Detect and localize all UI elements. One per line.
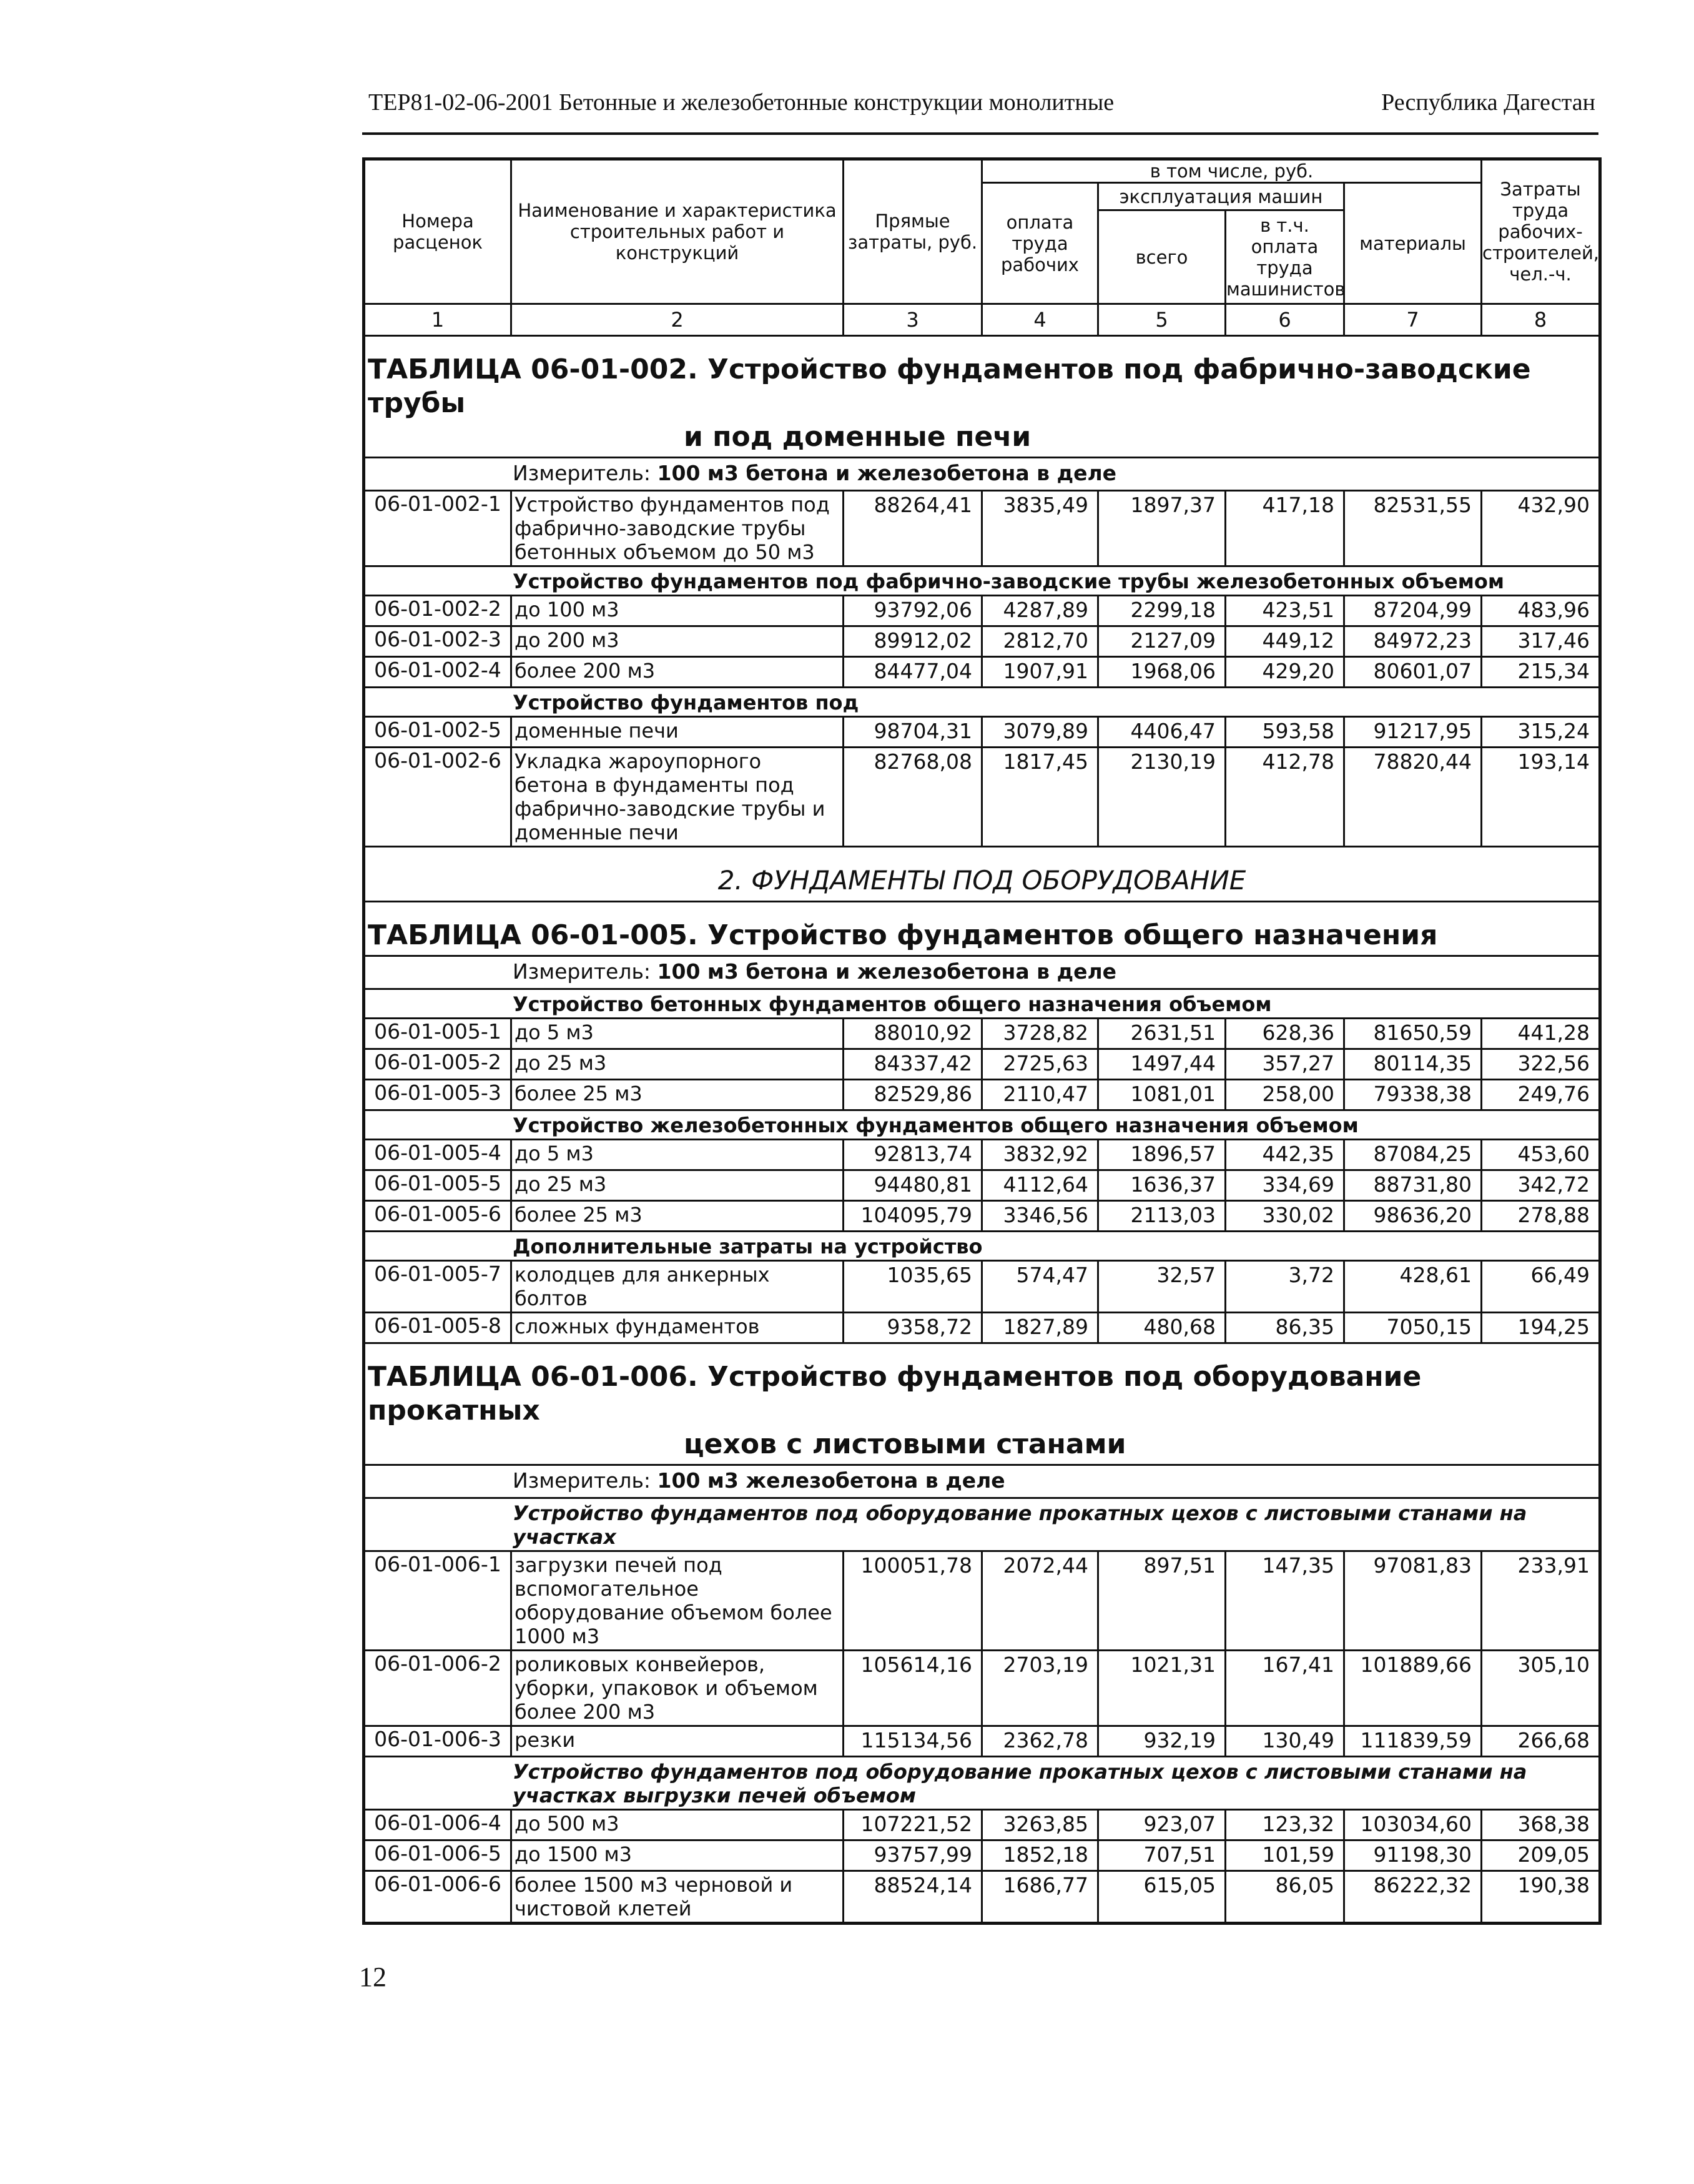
labor-hours: 278,88 [1482,1201,1600,1232]
machines-labor: 147,35 [1226,1551,1344,1651]
labor-hours: 190,38 [1482,1871,1600,1924]
group-text: Устройство фундаментов под фабрично-заводские трубы железобетонных объемом [513,570,1504,593]
unit-label: Измеритель: [513,1468,651,1493]
labor-hours: 453,60 [1482,1140,1600,1170]
group-text: Устройство фундаментов под [513,691,859,714]
col-num: 8 [1482,304,1600,336]
work-description: колодцев для анкерных болтов [511,1261,844,1313]
direct-cost: 88010,92 [844,1019,982,1049]
machines-total: 1021,31 [1098,1651,1226,1726]
labor-hours: 266,68 [1482,1726,1600,1757]
direct-cost: 93757,99 [844,1841,982,1871]
direct-cost: 88524,14 [844,1871,982,1924]
unit-label: Измеритель: [513,461,651,485]
machines-total: 923,07 [1098,1810,1226,1841]
unit-line [364,956,1600,989]
col-header-labor: оплата труда рабочих [982,183,1098,304]
labor-hours: 209,05 [1482,1841,1600,1871]
table-row [364,626,1600,657]
labor-cost: 2725,63 [982,1049,1098,1080]
machines-total: 1636,37 [1098,1170,1226,1201]
section-heading-row [364,847,1600,902]
table-row [364,1551,1600,1651]
unit-value: 100 м3 бетона и железобетона в деле [657,461,1117,485]
table-title [364,336,1600,458]
labor-hours: 249,76 [1482,1080,1600,1110]
materials-cost: 98636,20 [1344,1201,1482,1232]
machines-total: 615,05 [1098,1871,1226,1924]
labor-hours: 441,28 [1482,1019,1600,1049]
table-row [364,748,1600,847]
table-row [364,1170,1600,1201]
table-row [364,596,1600,626]
col-header-machines: эксплуатация машин [1098,183,1344,210]
group-heading [364,1110,1600,1140]
section-text: 2. ФУНДАМЕНТЫ ПОД ОБОРУДОВАНИЕ [717,865,1246,896]
col-header-code: Номера расценок [364,159,511,304]
materials-cost: 82531,55 [1344,491,1482,566]
work-description: более 200 м3 [511,657,844,688]
table-row [364,491,1600,566]
materials-cost: 7050,15 [1344,1313,1482,1343]
materials-cost: 80601,07 [1344,657,1482,688]
table-title-line: и под доменные печи [684,421,1032,453]
group-heading [364,1757,1600,1810]
rate-code: 06-01-002-3 [364,626,511,657]
labor-cost: 4287,89 [982,596,1098,626]
labor-cost: 2703,19 [982,1651,1098,1726]
rate-code: 06-01-006-5 [364,1841,511,1871]
table-row [364,1140,1600,1170]
rate-code: 06-01-005-4 [364,1140,511,1170]
unit-line [364,1465,1600,1498]
machines-total: 1497,44 [1098,1049,1226,1080]
rate-code: 06-01-002-6 [364,748,511,847]
materials-cost: 428,61 [1344,1261,1482,1313]
labor-hours: 342,72 [1482,1170,1600,1201]
table-row [364,1313,1600,1343]
table-title-row [364,1343,1600,1465]
work-description: до 100 м3 [511,596,844,626]
labor-cost: 2362,78 [982,1726,1098,1757]
col-num: 3 [844,304,982,336]
group-text: Устройство фундаментов под оборудование прокатных цехов с листовыми станами на участках выгрузки печей объемом [513,1760,1527,1807]
labor-cost: 3728,82 [982,1019,1098,1049]
materials-cost: 79338,38 [1344,1080,1482,1110]
section-heading [364,847,1600,902]
machines-labor: 628,36 [1226,1019,1344,1049]
group-text: Дополнительные затраты на устройство [513,1235,983,1258]
col-num: 5 [1098,304,1226,336]
table-title-row [364,336,1600,458]
machines-labor: 258,00 [1226,1080,1344,1110]
header-rule [362,132,1598,135]
rate-code: 06-01-005-7 [364,1261,511,1313]
machines-labor: 423,51 [1226,596,1344,626]
labor-cost: 1686,77 [982,1871,1098,1924]
work-description: до 25 м3 [511,1049,844,1080]
direct-cost: 115134,56 [844,1726,982,1757]
direct-cost: 104095,79 [844,1201,982,1232]
labor-hours: 215,34 [1482,657,1600,688]
labor-hours: 305,10 [1482,1651,1600,1726]
machines-total: 932,19 [1098,1726,1226,1757]
work-description: более 25 м3 [511,1201,844,1232]
labor-hours: 322,56 [1482,1049,1600,1080]
machines-total: 2299,18 [1098,596,1226,626]
group-text: Устройство бетонных фундаментов общего назначения объемом [513,992,1272,1016]
materials-cost: 91198,30 [1344,1841,1482,1871]
machines-labor: 417,18 [1226,491,1344,566]
group-heading-row [364,989,1600,1019]
direct-cost: 88264,41 [844,491,982,566]
labor-cost: 3832,92 [982,1140,1098,1170]
machines-labor: 429,20 [1226,657,1344,688]
work-description: более 25 м3 [511,1080,844,1110]
page-number: 12 [359,1962,387,1992]
labor-cost: 3346,56 [982,1201,1098,1232]
work-description: до 5 м3 [511,1140,844,1170]
col-header-name: Наименование и характеристика строительных работ и конструкций [511,159,844,304]
machines-labor: 130,49 [1226,1726,1344,1757]
table-row [364,1261,1600,1313]
labor-cost: 1817,45 [982,748,1098,847]
table-row [364,1049,1600,1080]
work-description: до 5 м3 [511,1019,844,1049]
labor-cost: 2812,70 [982,626,1098,657]
machines-labor: 330,02 [1226,1201,1344,1232]
materials-cost: 80114,35 [1344,1049,1482,1080]
labor-cost: 3835,49 [982,491,1098,566]
group-heading [364,566,1600,596]
rates-table [362,157,1602,1925]
machines-labor: 167,41 [1226,1651,1344,1726]
direct-cost: 93792,06 [844,596,982,626]
machines-labor: 3,72 [1226,1261,1344,1313]
machines-labor: 593,58 [1226,717,1344,748]
machines-total: 32,57 [1098,1261,1226,1313]
group-heading-row [364,688,1600,717]
table-title-line: цехов с листовыми станами [684,1428,1126,1460]
rate-code: 06-01-006-3 [364,1726,511,1757]
labor-hours: 233,91 [1482,1551,1600,1651]
materials-cost: 101889,66 [1344,1651,1482,1726]
machines-total: 707,51 [1098,1841,1226,1871]
materials-cost: 88731,80 [1344,1170,1482,1201]
direct-cost: 100051,78 [844,1551,982,1651]
materials-cost: 87204,99 [1344,596,1482,626]
machines-total: 1896,57 [1098,1140,1226,1170]
machines-total: 1897,37 [1098,491,1226,566]
labor-cost: 1827,89 [982,1313,1098,1343]
work-description: до 500 м3 [511,1810,844,1841]
work-description: более 1500 м3 черновой и чистовой клетей [511,1871,844,1924]
table-title-line: ТАБЛИЦА 06-01-002. Устройство фундаментов под фабрично-заводские трубы [368,353,1531,419]
rate-code: 06-01-005-5 [364,1170,511,1201]
direct-cost: 105614,16 [844,1651,982,1726]
table-row [364,1651,1600,1726]
group-heading [364,989,1600,1019]
page-header [368,89,1595,132]
col-header-machines-total: всего [1098,210,1226,304]
table-row [364,1201,1600,1232]
work-description: доменные печи [511,717,844,748]
table-row [364,1726,1600,1757]
col-header-hours: Затраты труда рабочих-строителей, чел.-ч. [1482,159,1600,304]
direct-cost: 1035,65 [844,1261,982,1313]
work-description: роликовых конвейеров, уборки, упаковок и объемом более 200 м3 [511,1651,844,1726]
labor-hours: 315,24 [1482,717,1600,748]
table-row [364,717,1600,748]
machines-labor: 86,35 [1226,1313,1344,1343]
materials-cost: 84972,23 [1344,626,1482,657]
direct-cost: 98704,31 [844,717,982,748]
col-header-machines-labor: в т.ч. оплата труда машинистов [1226,210,1344,304]
region-label: Республика Дагестан [1381,89,1595,116]
table-row [364,657,1600,688]
labor-hours: 368,38 [1482,1810,1600,1841]
direct-cost: 9358,72 [844,1313,982,1343]
rate-code: 06-01-002-1 [364,491,511,566]
col-num: 6 [1226,304,1344,336]
machines-total: 897,51 [1098,1551,1226,1651]
table-title-row [364,902,1600,956]
machines-labor: 86,05 [1226,1871,1344,1924]
machines-total: 4406,47 [1098,717,1226,748]
rate-code: 06-01-006-4 [364,1810,511,1841]
col-num: 4 [982,304,1098,336]
col-num: 2 [511,304,844,336]
labor-cost: 3079,89 [982,717,1098,748]
machines-labor: 412,78 [1226,748,1344,847]
group-heading [364,1498,1600,1551]
table-title-line: ТАБЛИЦА 06-01-006. Устройство фундаментов под оборудование прокатных [368,1361,1422,1426]
machines-labor: 334,69 [1226,1170,1344,1201]
rate-code: 06-01-005-3 [364,1080,511,1110]
col-header-materials: материалы [1344,183,1482,304]
rate-code: 06-01-005-6 [364,1201,511,1232]
labor-cost: 3263,85 [982,1810,1098,1841]
rate-code: 06-01-006-1 [364,1551,511,1651]
rate-code: 06-01-002-2 [364,596,511,626]
machines-total: 2130,19 [1098,748,1226,847]
table-body [364,159,1600,1924]
unit-value: 100 м3 железобетона в деле [657,1468,1005,1493]
rate-code: 06-01-002-5 [364,717,511,748]
work-description: Укладка жароупорного бетона в фундаменты под фабрично-заводские трубы и доменные печи [511,748,844,847]
labor-cost: 1907,91 [982,657,1098,688]
labor-hours: 432,90 [1482,491,1600,566]
group-heading-row [364,566,1600,596]
machines-labor: 449,12 [1226,626,1344,657]
group-text: Устройство фундаментов под оборудование прокатных цехов с листовыми станами на участках [513,1501,1527,1549]
table-title [364,1343,1600,1465]
materials-cost: 81650,59 [1344,1019,1482,1049]
group-heading [364,688,1600,717]
machines-total: 2631,51 [1098,1019,1226,1049]
group-heading-row [364,1110,1600,1140]
labor-hours: 66,49 [1482,1261,1600,1313]
rate-code: 06-01-005-2 [364,1049,511,1080]
work-description: сложных фундаментов [511,1313,844,1343]
work-description: до 1500 м3 [511,1841,844,1871]
unit-line-row [364,1465,1600,1498]
direct-cost: 82768,08 [844,748,982,847]
machines-total: 2113,03 [1098,1201,1226,1232]
machines-labor: 442,35 [1226,1140,1344,1170]
table-row [364,1810,1600,1841]
group-heading-row [364,1498,1600,1551]
labor-hours: 193,14 [1482,748,1600,847]
labor-hours: 194,25 [1482,1313,1600,1343]
rate-code: 06-01-002-4 [364,657,511,688]
direct-cost: 84337,42 [844,1049,982,1080]
labor-cost: 574,47 [982,1261,1098,1313]
labor-hours: 317,46 [1482,626,1600,657]
col-header-direct: Прямые затраты, руб. [844,159,982,304]
unit-value: 100 м3 бетона и железобетона в деле [657,959,1117,984]
rate-code: 06-01-006-2 [364,1651,511,1726]
materials-cost: 97081,83 [1344,1551,1482,1651]
rate-code: 06-01-005-1 [364,1019,511,1049]
table-row [364,1019,1600,1049]
col-num: 1 [364,304,511,336]
work-description: Устройство фундаментов под фабрично-заводские трубы бетонных объемом до 50 м3 [511,491,844,566]
rate-code: 06-01-005-8 [364,1313,511,1343]
document-title: ТЕР81-02-06-2001 Бетонные и железобетонные конструкции монолитные [368,89,1115,116]
unit-line [364,458,1600,491]
machines-labor: 101,59 [1226,1841,1344,1871]
materials-cost: 103034,60 [1344,1810,1482,1841]
unit-line-row [364,956,1600,989]
materials-cost: 91217,95 [1344,717,1482,748]
table-title [364,902,1600,956]
rate-code: 06-01-006-6 [364,1871,511,1924]
unit-line-row [364,458,1600,491]
labor-cost: 1852,18 [982,1841,1098,1871]
work-description: до 25 м3 [511,1170,844,1201]
work-description: резки [511,1726,844,1757]
labor-cost: 2072,44 [982,1551,1098,1651]
unit-label: Измеритель: [513,959,651,984]
materials-cost: 86222,32 [1344,1871,1482,1924]
labor-cost: 2110,47 [982,1080,1098,1110]
direct-cost: 89912,02 [844,626,982,657]
direct-cost: 84477,04 [844,657,982,688]
labor-hours: 483,96 [1482,596,1600,626]
machines-total: 1968,06 [1098,657,1226,688]
work-description: до 200 м3 [511,626,844,657]
table-row [364,1080,1600,1110]
machines-labor: 123,32 [1226,1810,1344,1841]
materials-cost: 78820,44 [1344,748,1482,847]
work-description: загрузки печей под вспомогательное оборудование объемом более 1000 м3 [511,1551,844,1651]
machines-total: 480,68 [1098,1313,1226,1343]
direct-cost: 94480,81 [844,1170,982,1201]
col-header-incl: в том числе, руб. [982,159,1482,183]
machines-total: 2127,09 [1098,626,1226,657]
col-num: 7 [1344,304,1482,336]
table-row [364,1871,1600,1924]
table-row [364,1841,1600,1871]
group-text: Устройство железобетонных фундаментов общего назначения объемом [513,1114,1359,1137]
group-heading [364,1232,1600,1261]
machines-total: 1081,01 [1098,1080,1226,1110]
direct-cost: 107221,52 [844,1810,982,1841]
group-heading-row [364,1232,1600,1261]
labor-cost: 4112,64 [982,1170,1098,1201]
machines-labor: 357,27 [1226,1049,1344,1080]
materials-cost: 111839,59 [1344,1726,1482,1757]
materials-cost: 87084,25 [1344,1140,1482,1170]
direct-cost: 92813,74 [844,1140,982,1170]
group-heading-row [364,1757,1600,1810]
direct-cost: 82529,86 [844,1080,982,1110]
table-title-line: ТАБЛИЦА 06-01-005. Устройство фундаментов общего назначения [368,919,1438,951]
